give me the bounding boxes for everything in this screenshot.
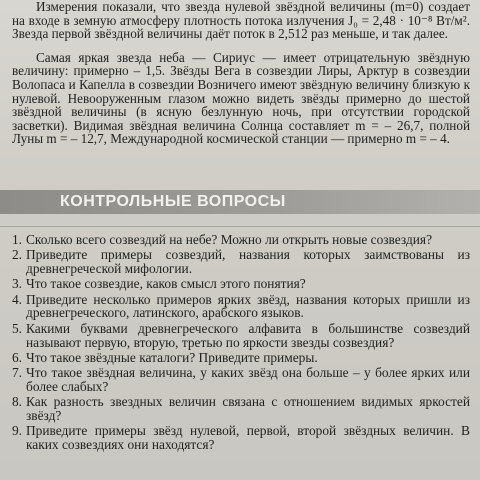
section-title: КОНТРОЛЬНЫЕ ВОПРОСЫ — [60, 193, 286, 210]
question-number: 2. — [11, 247, 22, 263]
question-number: 8. — [11, 394, 22, 410]
body-text — [12, 0, 470, 146]
question-item — [0, 293, 480, 321]
question-item — [0, 424, 480, 452]
question-number: 1. — [11, 232, 22, 247]
question-text: Что такое звёздные каталоги? Приведите примеры. — [26, 349, 318, 365]
paragraph-brightest-stars: Самая яркая звезда неба — Сириус — имеет отрицательную звёздную величину: примерно – 1,5. Звёзды Вега в созвездии Лиры, Арктур в созвездии Волопаса и Капелла в созвездии Возничего имеют звёздную величину близкую к нулевой. Невооруженным глазом можно видеть звёзды примерно до шестой звёздной величины (в ясную безлунную ночь, при отсутствии городской засветки). Видимая звёздная величина Солнца составляет m = – 26,7, полной Луны m = – 12,7, Международной космической станции — примерно m = – 4. — [12, 49, 470, 147]
question-text: Приведите несколько примеров ярких звёзд, названия которых пришли из древнегреческого, латинского, арабского языков. — [26, 291, 470, 321]
question-text: Какими буквами древнегреческого алфавита в большинстве созвездий называют первую, вторую, третью по яркости звезды созвездия? — [26, 320, 470, 350]
question-text: Что такое созвездие, каков смысл этого понятия? — [26, 276, 306, 292]
question-item — [0, 395, 480, 423]
question-item — [0, 277, 480, 291]
question-item — [0, 351, 480, 365]
question-text: Что такое звёздная величина, у каких звёзд она больше – у более ярких или более слабых? — [26, 365, 470, 394]
question-number: 9. — [11, 423, 22, 439]
question-item — [0, 322, 480, 350]
question-text: Как разность звездных величин связана с отношением видимых яркостей звёзд? — [26, 394, 470, 424]
question-item — [0, 248, 480, 276]
question-list — [0, 233, 480, 452]
question-number: 5. — [11, 320, 22, 336]
question-text: Сколько всего созвездий на небе? Можно ли открыть новые созвездия? — [26, 232, 433, 247]
question-text: Приведите примеры созвездий, названия которых заимствованы из древнегреческой мифологии. — [26, 247, 470, 277]
section-header — [0, 190, 480, 214]
question-number: 4. — [11, 291, 22, 307]
question-item — [0, 366, 480, 394]
question-number: 7. — [11, 365, 22, 381]
question-text: Приведите примеры звёзд нулевой, первой, второй звёздных величин. В каких созвездиях они находятся? — [26, 423, 470, 453]
question-number: 6. — [11, 349, 22, 365]
question-item — [0, 233, 480, 247]
paragraph-flux: Измерения показали, что звезда нулевой звёздной величины (m=0) создает на входе в земную атмосферу плотность потока излучения J₀ = 2,48 · 10⁻⁸ Вт/м². Звезда первой звёздной величины даёт поток в 2,512 раз меньше, и так далее. — [12, 0, 470, 42]
question-number: 3. — [11, 276, 22, 292]
questions-block — [0, 226, 480, 480]
